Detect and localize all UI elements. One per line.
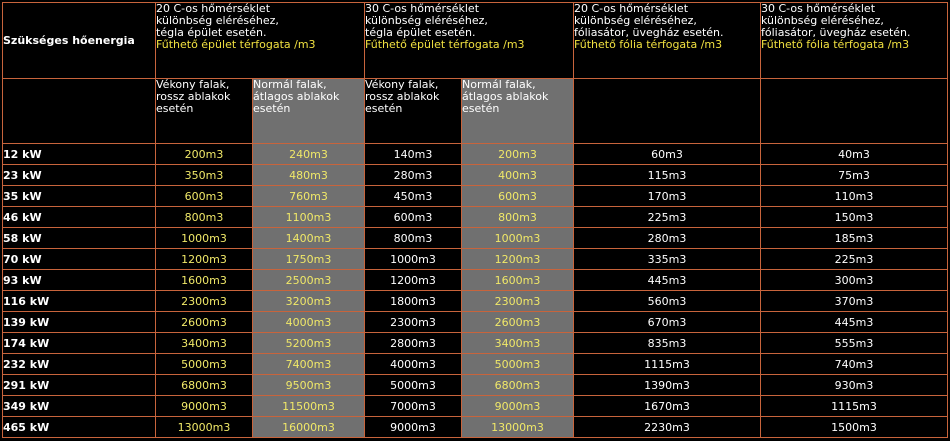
volume-cell: 11500m3: [253, 396, 365, 417]
power-cell: 349 kW: [3, 396, 156, 417]
volume-cell: 2500m3: [253, 270, 365, 291]
power-cell: 139 kW: [3, 312, 156, 333]
volume-cell: 170m3: [574, 186, 761, 207]
volume-cell: 2300m3: [365, 312, 462, 333]
subheader-line: Vékony falak,: [156, 78, 230, 91]
subheader-line: átlagos ablakok: [253, 90, 340, 103]
volume-cell: 110m3: [761, 186, 948, 207]
volume-cell: 1750m3: [253, 249, 365, 270]
volume-cell: 9000m3: [462, 396, 574, 417]
corner-label: Szükséges hőenergia: [3, 3, 156, 79]
volume-cell: 300m3: [761, 270, 948, 291]
volume-cell: 280m3: [574, 228, 761, 249]
volume-cell: 1000m3: [462, 228, 574, 249]
volume-cell: 560m3: [574, 291, 761, 312]
subheader-line: Normál falak,: [462, 78, 536, 91]
volume-cell: 225m3: [761, 249, 948, 270]
volume-cell: 16000m3: [253, 417, 365, 438]
subheader-line: esetén: [365, 102, 403, 115]
group-header-brick-30: [365, 3, 574, 79]
volume-cell: 240m3: [253, 144, 365, 165]
table-row: [3, 249, 948, 270]
volume-cell: 1000m3: [365, 249, 462, 270]
volume-cell: 9500m3: [253, 375, 365, 396]
power-cell: 93 kW: [3, 270, 156, 291]
volume-cell: 1100m3: [253, 207, 365, 228]
group-header-foil-20: [574, 3, 761, 79]
volume-cell: 1400m3: [253, 228, 365, 249]
power-cell: 35 kW: [3, 186, 156, 207]
volume-cell: 1200m3: [156, 249, 253, 270]
volume-cell: 2230m3: [574, 417, 761, 438]
volume-cell: 1600m3: [462, 270, 574, 291]
table-row: [3, 270, 948, 291]
volume-cell: 370m3: [761, 291, 948, 312]
volume-cell: 13000m3: [156, 417, 253, 438]
group-volume-label: Fűthető fólia térfogata /m3: [761, 38, 910, 51]
volume-cell: 40m3: [761, 144, 948, 165]
group-line: 30 C-os hőmérséklet: [365, 2, 480, 15]
volume-cell: 3400m3: [462, 333, 574, 354]
power-cell: 70 kW: [3, 249, 156, 270]
subheader-line: rossz ablakok: [156, 90, 231, 103]
volume-cell: 600m3: [365, 207, 462, 228]
volume-cell: 400m3: [462, 165, 574, 186]
table-row: [3, 207, 948, 228]
subheader-line: Normál falak,: [253, 78, 327, 91]
volume-cell: 225m3: [574, 207, 761, 228]
table-row: [3, 417, 948, 438]
volume-cell: 1200m3: [365, 270, 462, 291]
table-row: [3, 375, 948, 396]
volume-cell: 800m3: [365, 228, 462, 249]
power-cell: 291 kW: [3, 375, 156, 396]
subheader-normal-walls: [253, 79, 365, 144]
empty-cell: [3, 79, 156, 144]
group-header-foil-30: [761, 3, 948, 79]
volume-cell: 2600m3: [156, 312, 253, 333]
volume-cell: 5000m3: [462, 354, 574, 375]
volume-cell: 600m3: [156, 186, 253, 207]
volume-cell: 185m3: [761, 228, 948, 249]
group-line: fóliasátor, üvegház esetén.: [574, 26, 724, 39]
power-cell: 12 kW: [3, 144, 156, 165]
table-row: [3, 228, 948, 249]
volume-cell: 760m3: [253, 186, 365, 207]
volume-cell: 200m3: [462, 144, 574, 165]
table-row: [3, 312, 948, 333]
volume-cell: 835m3: [574, 333, 761, 354]
volume-cell: 5000m3: [156, 354, 253, 375]
volume-cell: 3400m3: [156, 333, 253, 354]
power-cell: 465 kW: [3, 417, 156, 438]
volume-cell: 4000m3: [365, 354, 462, 375]
subheader-line: esetén: [156, 102, 194, 115]
table-row: [3, 165, 948, 186]
power-cell: 116 kW: [3, 291, 156, 312]
subheader-line: esetén: [462, 102, 500, 115]
volume-cell: 3200m3: [253, 291, 365, 312]
volume-cell: 335m3: [574, 249, 761, 270]
group-volume-label: Fűthető épület térfogata /m3: [365, 38, 525, 51]
volume-cell: 75m3: [761, 165, 948, 186]
volume-cell: 6800m3: [462, 375, 574, 396]
volume-cell: 6800m3: [156, 375, 253, 396]
volume-cell: 140m3: [365, 144, 462, 165]
power-cell: 174 kW: [3, 333, 156, 354]
group-line: tégla épület esetén.: [365, 26, 476, 39]
table-row: [3, 291, 948, 312]
volume-cell: 1800m3: [365, 291, 462, 312]
volume-cell: 800m3: [462, 207, 574, 228]
table-body: [3, 144, 948, 438]
volume-cell: 800m3: [156, 207, 253, 228]
subheader-row: [3, 79, 948, 144]
volume-cell: 1115m3: [574, 354, 761, 375]
power-cell: 58 kW: [3, 228, 156, 249]
subheader-line: rossz ablakok: [365, 90, 440, 103]
volume-cell: 670m3: [574, 312, 761, 333]
volume-cell: 600m3: [462, 186, 574, 207]
subheader-line: Vékony falak,: [365, 78, 439, 91]
volume-cell: 445m3: [761, 312, 948, 333]
empty-cell: [761, 79, 948, 144]
volume-cell: 2300m3: [462, 291, 574, 312]
group-line: különbség eléréséhez,: [365, 14, 488, 27]
volume-cell: 200m3: [156, 144, 253, 165]
subheader-line: esetén: [253, 102, 291, 115]
volume-cell: 60m3: [574, 144, 761, 165]
group-line: különbség eléréséhez,: [761, 14, 884, 27]
group-line: 20 C-os hőmérséklet: [574, 2, 689, 15]
volume-cell: 445m3: [574, 270, 761, 291]
volume-cell: 5000m3: [365, 375, 462, 396]
volume-cell: 1200m3: [462, 249, 574, 270]
volume-cell: 115m3: [574, 165, 761, 186]
volume-cell: 555m3: [761, 333, 948, 354]
table-row: [3, 354, 948, 375]
group-line: 30 C-os hőmérséklet: [761, 2, 876, 15]
volume-cell: 350m3: [156, 165, 253, 186]
table-row: [3, 333, 948, 354]
volume-cell: 280m3: [365, 165, 462, 186]
group-line: különbség eléréséhez,: [574, 14, 697, 27]
heat-capacity-table: [2, 2, 948, 438]
power-cell: 46 kW: [3, 207, 156, 228]
group-line: különbség eléréséhez,: [156, 14, 279, 27]
volume-cell: 7400m3: [253, 354, 365, 375]
table-row: [3, 144, 948, 165]
volume-cell: 1390m3: [574, 375, 761, 396]
volume-cell: 9000m3: [156, 396, 253, 417]
volume-cell: 9000m3: [365, 417, 462, 438]
volume-cell: 1500m3: [761, 417, 948, 438]
volume-cell: 5200m3: [253, 333, 365, 354]
group-line: fóliasátor, üvegház esetén.: [761, 26, 911, 39]
subheader-line: átlagos ablakok: [462, 90, 549, 103]
volume-cell: 740m3: [761, 354, 948, 375]
volume-cell: 1115m3: [761, 396, 948, 417]
volume-cell: 2800m3: [365, 333, 462, 354]
volume-cell: 13000m3: [462, 417, 574, 438]
power-cell: 232 kW: [3, 354, 156, 375]
volume-cell: 1670m3: [574, 396, 761, 417]
volume-cell: 480m3: [253, 165, 365, 186]
volume-cell: 150m3: [761, 207, 948, 228]
power-cell: 23 kW: [3, 165, 156, 186]
group-volume-label: Fűthető épület térfogata /m3: [156, 38, 316, 51]
volume-cell: 4000m3: [253, 312, 365, 333]
group-volume-label: Fűthető fólia térfogata /m3: [574, 38, 723, 51]
volume-cell: 1000m3: [156, 228, 253, 249]
header-row: [3, 3, 948, 79]
table-row: [3, 186, 948, 207]
volume-cell: 930m3: [761, 375, 948, 396]
volume-cell: 2300m3: [156, 291, 253, 312]
volume-cell: 2600m3: [462, 312, 574, 333]
volume-cell: 1600m3: [156, 270, 253, 291]
group-line: tégla épület esetén.: [156, 26, 267, 39]
group-header-brick-20: [156, 3, 365, 79]
volume-cell: 7000m3: [365, 396, 462, 417]
table-row: [3, 396, 948, 417]
subheader-thin-walls: [365, 79, 462, 144]
empty-cell: [574, 79, 761, 144]
group-line: 20 C-os hőmérséklet: [156, 2, 271, 15]
subheader-normal-walls: [462, 79, 574, 144]
volume-cell: 450m3: [365, 186, 462, 207]
subheader-thin-walls: [156, 79, 253, 144]
